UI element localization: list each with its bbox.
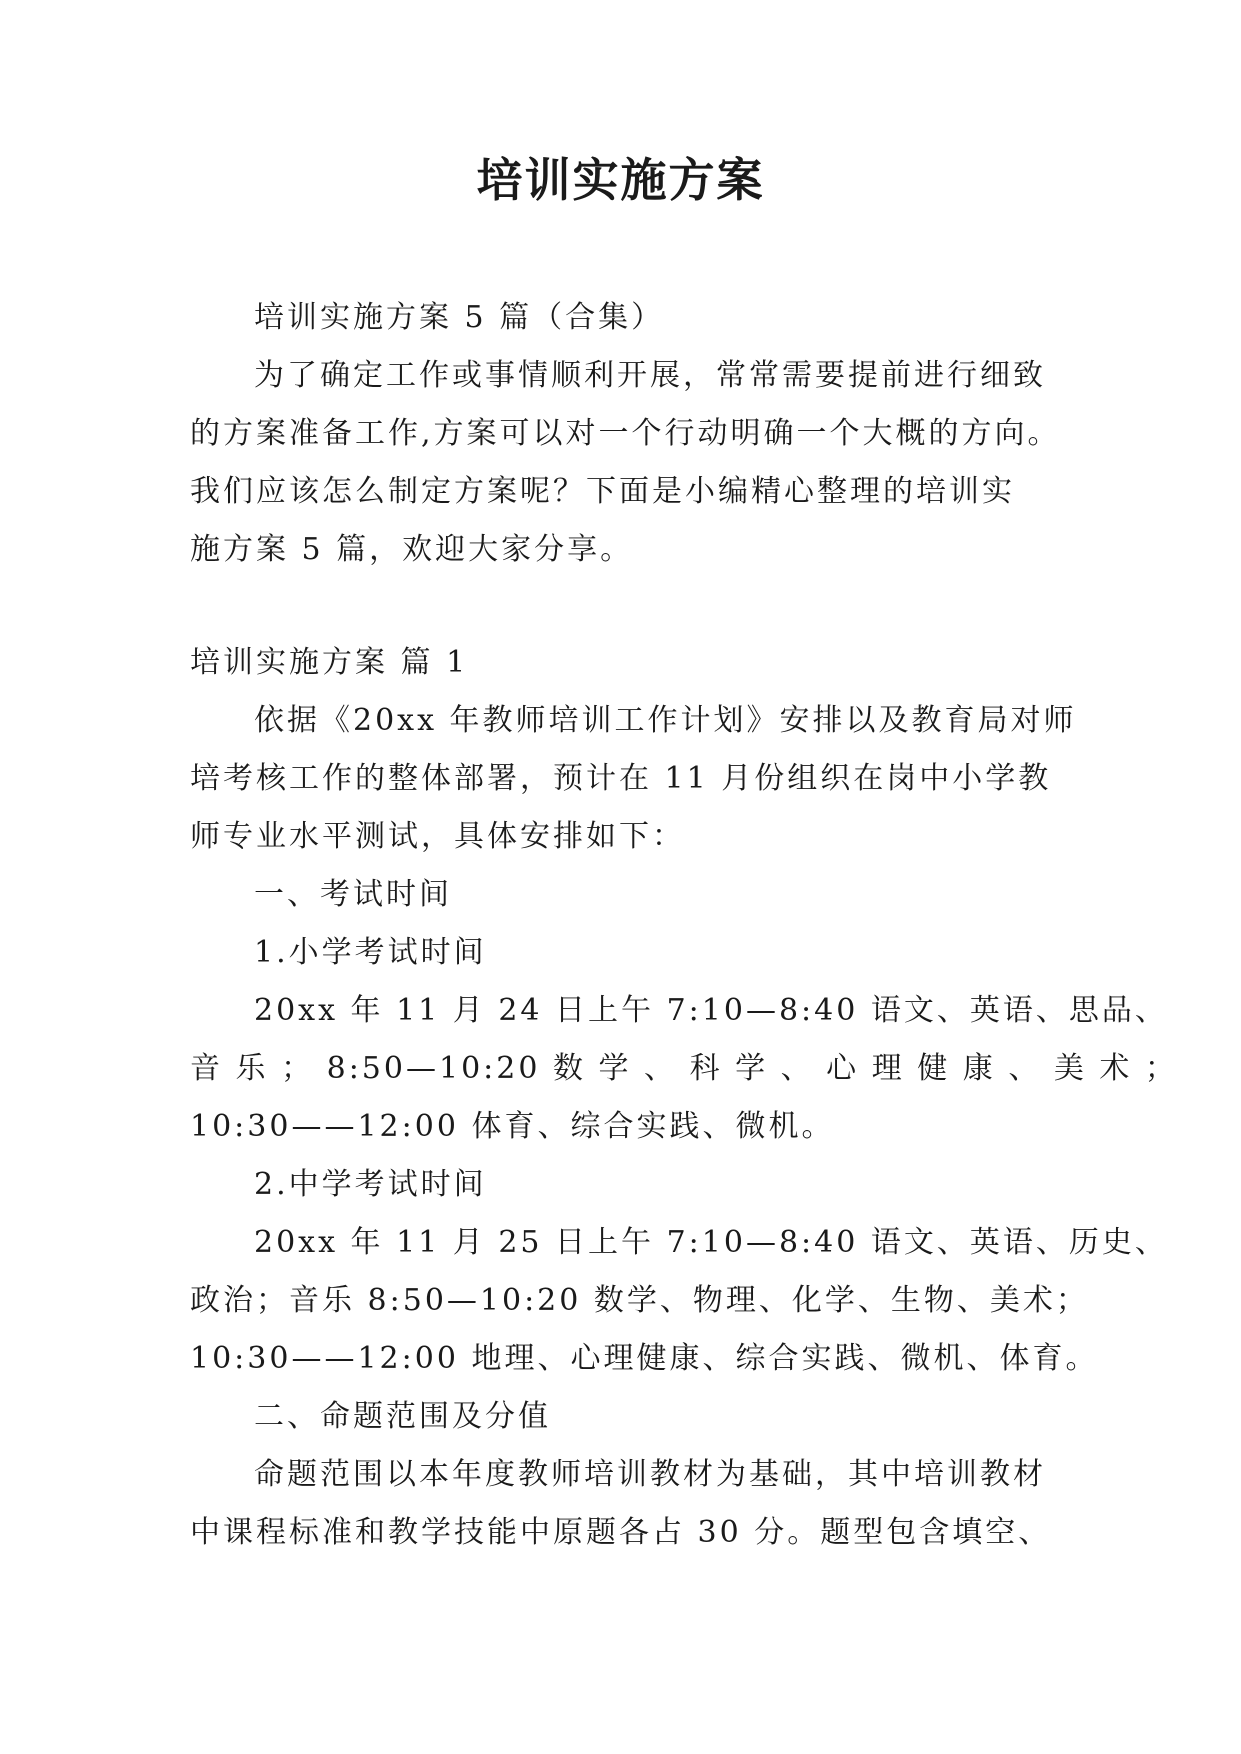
body-line: 中课程标准和教学技能中原题各占 30 分。题型包含填空、	[190, 1515, 1052, 1550]
intro-line: 为了确定工作或事情顺利开展，常常需要提前进行细致	[254, 358, 1046, 393]
body-line: 政治；音乐 8:50—10:20 数学、物理、化学、生物、美术；	[190, 1283, 1089, 1318]
body-line: 依据《20xx 年教师培训工作计划》安排以及教育局对师	[254, 703, 1077, 738]
intro-line: 我们应该怎么制定方案呢？下面是小编精心整理的培训实	[190, 474, 1015, 509]
body-line: 10:30——12:00 地理、心理健康、综合实践、微机、体育。	[190, 1341, 1099, 1376]
subheading: 2.中学考试时间	[254, 1167, 487, 1202]
body-line: 命题范围以本年度教师培训教材为基础，其中培训教材	[254, 1457, 1046, 1492]
body-line: 10:30——12:00 体育、综合实践、微机。	[190, 1109, 835, 1144]
collection-subtitle: 培训实施方案 5 篇（合集）	[254, 300, 665, 335]
body-line: 20xx 年 11 月 24 日上午 7:10—8:40 语文、英语、思品、	[254, 993, 1168, 1028]
subheading: 一、考试时间	[254, 877, 452, 912]
body-line: 音 乐 ； 8:50—10:20 数 学 、 科 学 、 心 理 健 康 、 美 术 ；	[190, 1051, 1178, 1086]
intro-line: 施方案 5 篇，欢迎大家分享。	[190, 532, 634, 567]
document-title: 培训实施方案	[476, 153, 765, 207]
subheading: 1.小学考试时间	[254, 935, 487, 970]
body-line: 师专业水平测试，具体安排如下：	[190, 819, 685, 854]
intro-line: 的方案准备工作,方案可以对一个行动明确一个大概的方向。	[190, 416, 1061, 451]
body-line: 培考核工作的整体部署，预计在 11 月份组织在岗中小学教	[190, 761, 1052, 796]
body-line: 20xx 年 11 月 25 日上午 7:10—8:40 语文、英语、历史、	[254, 1225, 1168, 1260]
subheading: 二、命题范围及分值	[254, 1399, 551, 1434]
section-heading: 培训实施方案 篇 1	[190, 645, 469, 680]
